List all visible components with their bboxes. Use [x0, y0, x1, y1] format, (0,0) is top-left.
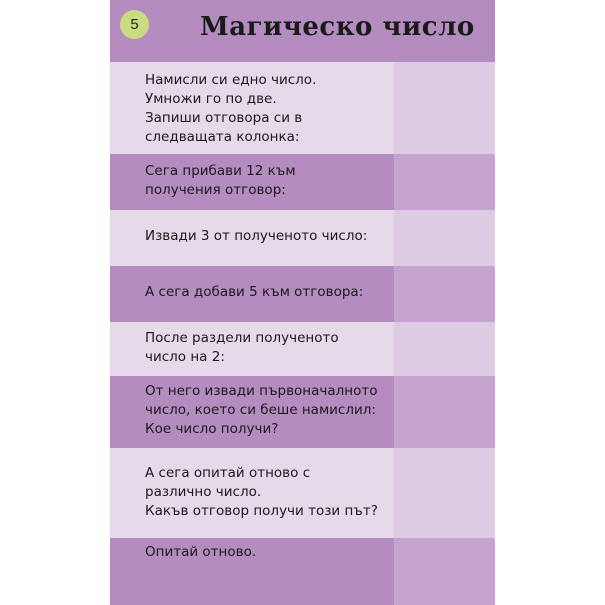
answer-cell[interactable] [394, 210, 495, 266]
page-number-badge: 5 [120, 10, 149, 39]
header [110, 0, 495, 62]
step-row-4 [110, 266, 495, 322]
step-row-6 [110, 376, 495, 448]
step-instruction: После раздели полученото число на 2: [145, 330, 339, 365]
step-instruction: А сега опитай отново с различно число. Какъв отговор получи този път? [145, 465, 378, 519]
step-row-3 [110, 210, 495, 266]
step-instruction: Сега прибави 12 към получения отговор: [145, 163, 296, 198]
step-row-1 [110, 62, 495, 154]
step-row-7 [110, 448, 495, 538]
step-instruction: Извади 3 от полученото число: [145, 228, 368, 244]
answer-cell[interactable] [394, 154, 495, 210]
answer-cell[interactable] [394, 266, 495, 322]
answer-cell[interactable] [394, 322, 495, 376]
step-instruction: А сега добави 5 към отговора: [145, 284, 364, 300]
answer-cell[interactable] [394, 448, 495, 538]
page-title: Магическо число [200, 12, 475, 42]
worksheet-card [110, 0, 495, 605]
step-instruction: Намисли си едно число. Умножи го по две. Запиши отговора си в следващата колонка: [145, 72, 317, 145]
answer-cell[interactable] [394, 538, 495, 605]
step-row-8 [110, 538, 495, 605]
answer-cell[interactable] [394, 62, 495, 154]
answer-cell[interactable] [394, 376, 495, 448]
step-instruction: От него извади първоначалното число, което си беше намислил: Кое число получи? [145, 383, 378, 437]
step-instruction: Опитай отново. [145, 544, 257, 560]
step-row-2 [110, 154, 495, 210]
step-row-5 [110, 322, 495, 376]
